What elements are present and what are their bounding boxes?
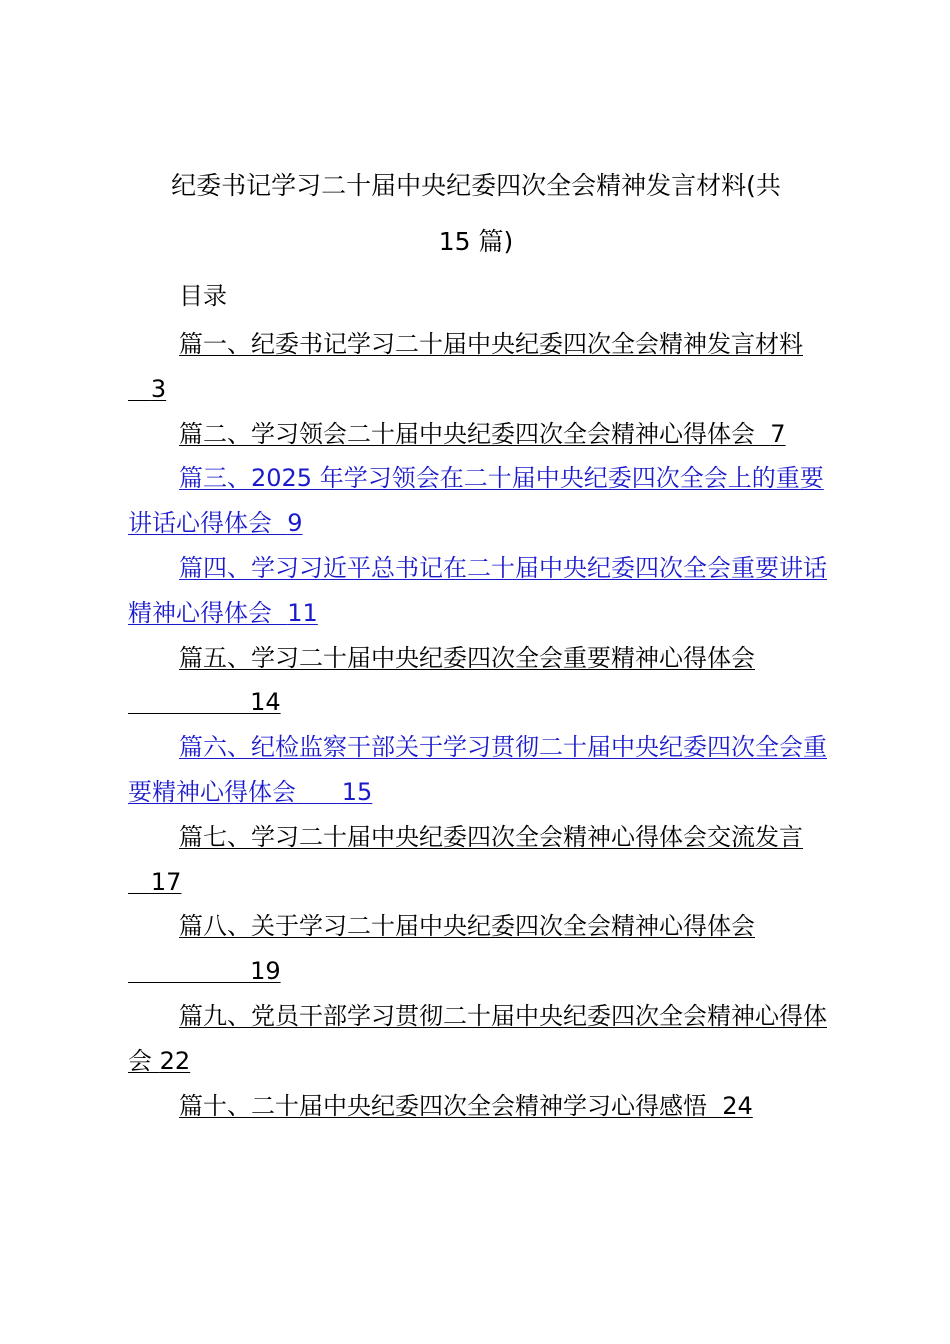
toc-entry-page: 15 <box>341 777 373 806</box>
toc-entry-page: 3 <box>150 374 167 403</box>
toc-entry-text: 篇五、学习二十届中央纪委四次全会重要精神心得体会 <box>179 643 755 672</box>
toc-entry-4[interactable] <box>128 546 840 636</box>
toc-entry-text: 篇七、学习二十届中央纪委四次全会精神心得体会交流发言 <box>179 822 803 851</box>
toc-entry-text: 篇二、学习领会二十届中央纪委四次全会精神心得体会 <box>179 419 755 448</box>
toc-entry-text: 篇十、二十届中央纪委四次全会精神学习心得感悟 <box>179 1091 707 1120</box>
toc-entry-page: 9 <box>287 509 303 538</box>
toc-entry-6[interactable] <box>128 725 840 815</box>
toc-heading: 目录 <box>179 282 227 310</box>
toc-entry-2[interactable] <box>128 412 840 457</box>
toc-entry-page: 22 <box>159 1046 191 1075</box>
toc-entry-page: 14 <box>250 688 281 717</box>
title-line-1: 纪委书记学习二十届中央纪委四次全会精神发言材料(共 <box>171 171 781 200</box>
toc-entry-text: 篇四、学习习近平总书记在二十届中央纪委四次全会重要讲话精神心得体会 <box>128 553 827 627</box>
toc-entry-10[interactable] <box>128 1084 840 1129</box>
toc-entry-7[interactable] <box>128 815 840 905</box>
toc-entry-page: 17 <box>150 867 182 896</box>
toc-entry-page: 11 <box>287 598 318 627</box>
document-title <box>128 158 824 270</box>
toc-entry-3[interactable] <box>128 456 840 546</box>
toc-entry-text: 篇六、纪检监察干部关于学习贯彻二十届中央纪委四次全会重要精神心得体会 <box>128 733 827 806</box>
toc-entry-1[interactable] <box>128 322 840 412</box>
toc-entry-5[interactable] <box>128 636 840 726</box>
toc-entry-text: 篇八、关于学习二十届中央纪委四次全会精神心得体会 <box>179 912 755 941</box>
toc-entry-9[interactable] <box>128 994 840 1084</box>
toc-entry-8[interactable] <box>128 904 840 994</box>
toc-entry-text: 篇九、党员干部学习贯彻二十届中央纪委四次全会精神心得体会 <box>128 1001 827 1075</box>
toc-entry-page: 7 <box>770 419 786 448</box>
toc-entry-text: 篇一、纪委书记学习二十届中央纪委四次全会精神发言材料 <box>179 330 803 358</box>
toc-entry-text: 篇三、2025 年学习领会在二十届中央纪委四次全会上的重要讲话心得体会 <box>128 464 824 538</box>
table-of-contents <box>128 322 840 1128</box>
toc-entry-page: 19 <box>250 957 281 986</box>
title-line-2: 15 篇) <box>438 227 514 256</box>
toc-entry-page: 24 <box>722 1091 753 1120</box>
